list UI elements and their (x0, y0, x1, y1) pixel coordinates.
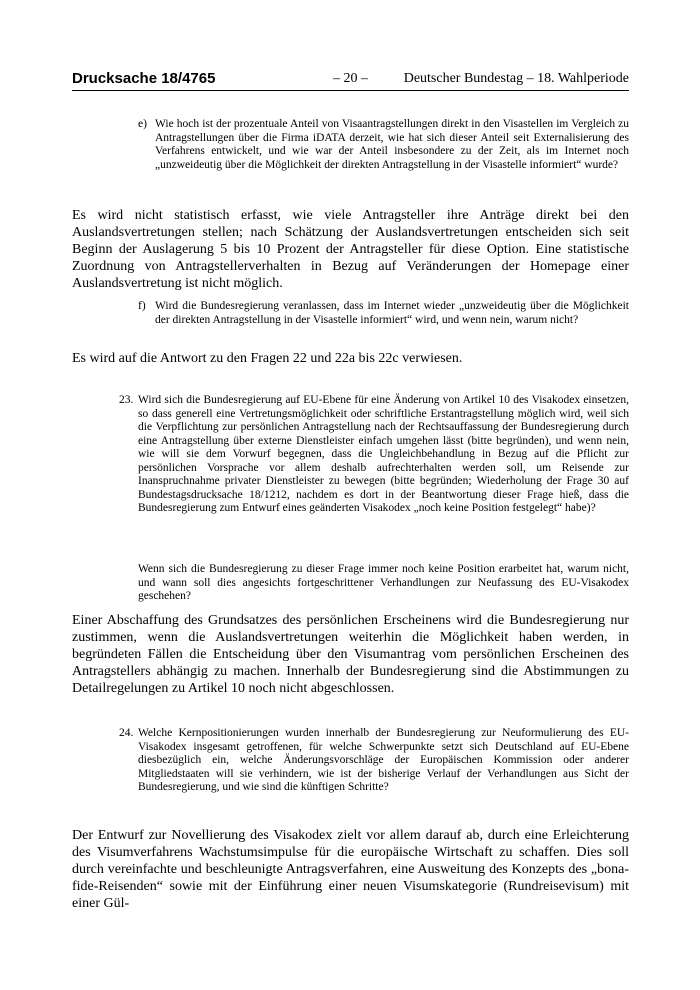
answer-paragraph: Es wird auf die Antwort zu den Fragen 22 und 22a bis 22c verwiesen. (72, 351, 463, 366)
document-id-prefix: Drucksache 18/ (72, 70, 183, 87)
question-text: Wird die Bundesregierung veranlassen, dass im Internet wieder „unzweideutig über die Möglichkeit der direkten Antragstellung in der Visastelle informiert“ wird, und wenn nein, warum nicht? (155, 300, 629, 326)
question-text: Welche Kernpositionierungen wurden innerhalb der Bundesregierung zur Neuformulierung des EU-Visakodex insgesamt getroffenen, für welche Schwerpunkte setzt sich Deutschland auf EU-Ebene diesbezüglich ein, welche Änderungsvorschläge der Europäischen Kommission oder anderer Mitgliedstaaten will sie verhindern, wie ist der bisherige Verlauf der Verhandlungen aus Sicht der Bundesregierung, und wie sind die künftigen Schritte? (138, 727, 629, 793)
issuer-label: Deutscher Bundestag – 18. Wahlperiode (403, 71, 629, 86)
document-id-number: 4765 (182, 70, 216, 87)
answer-paragraph: Einer Abschaffung des Grundsatzes des persönlichen Erscheinens wird die Bundesregierung nur zustimmen, wenn die Auslandsvertretungen weiterhin die Möglichkeit haben werden, in begründeten Fällen die Entscheidung über den Visumantrag vom persönlichen Erscheinen des Antragstellers abhängig zu machen. Innerhalb der Bundesregierung sind die Abstimmungen zu Detailregelungen zu Artikel 10 noch nicht abgeschlossen. (72, 613, 629, 696)
question-text: Wie hoch ist der prozentuale Anteil von Visaantragstellungen direkt in den Visastellen im Vergleich zu Antragstellungen über die Firma iDATA derzeit, wie hat sich dieser Anteil seit Externalisierung des Verfahrens entwickelt, und wie war der Anteil insbesondere zu der Zeit, als im Internet noch „unzweideutig über die Möglichkeit der direkten Antragstellung in der Visastelle informiert“ wurde? (155, 118, 629, 171)
page-header (72, 70, 629, 90)
question-text: Wenn sich die Bundesregierung zu dieser Frage immer noch keine Position erarbeitet hat, warum nicht, und wann soll dies angesichts fortgeschrittener Verhandlungen zur Neufassung des EU-Visakodex geschehen? (138, 563, 629, 602)
page-number: – 20 – (333, 71, 368, 86)
question-text: Wird sich die Bundesregierung auf EU-Ebene für eine Änderung von Artikel 10 des Visakodex einsetzen, so dass generell eine Vertretungsmöglichkeit oder schriftliche Erstantragstellung möglich wird, weil sich die Verpflichtung zur persönlichen Antragstellung nach der Rechtsauffassung der Bundesregierung durch eine Antragstellung über externe Dienstleister einfach umgehen lässt (bitte begründen), und wenn nein, wie will sie dem Vorwurf begegnen, dass die Ungleichbehandlung in Bezug auf die Pflicht zur persönlichen Vorsprache vor allem deshalb aufrechterhalten werden soll, um Reisende zur Inanspruchnahme privater Dienstleister zu bewegen (bitte begründen; Wiederholung der Frage 30 auf Bundestagsdrucksache 18/1212, nachdem es dort in der Beantwortung dieser Frage hieß, dass die Bundesregierung zum Entwurf eines geänderten Visakodex „noch keine Position festgelegt“ habe)? (138, 394, 629, 514)
question-label: 23. (119, 394, 134, 406)
question-label: f) (138, 300, 146, 312)
header-rule (72, 90, 629, 91)
question-label: 24. (119, 727, 134, 739)
question-label: e) (138, 118, 147, 130)
answer-paragraph: Es wird nicht statistisch erfasst, wie viele Antragsteller ihre Anträge direkt bei den Auslandsvertretungen stellen; nach Schätzung der Auslandsvertretungen entscheiden sich seit Beginn der Auslagerung 5 bis 10 Prozent der Antragsteller für diese Option. Eine statistische Zuordnung von Antragstellerverhalten in Bezug auf Veränderungen der Homepage einer Auslandsvertretung ist nicht möglich. (72, 208, 629, 291)
answer-paragraph: Der Entwurf zur Novellierung des Visakodex zielt vor allem darauf ab, durch eine Erleichterung des Visumverfahrens Wachstumsimpulse für die europäische Wirtschaft zu schaffen. Dies soll durch vereinfachte und beschleunigte Antragsverfahren, eine Ausweitung des Konzepts des „bona-fide-Reisenden“ sowie mit der Einführung einer neuen Visumskategorie (Rundreisevisum) mit einer Gül- (72, 828, 629, 911)
